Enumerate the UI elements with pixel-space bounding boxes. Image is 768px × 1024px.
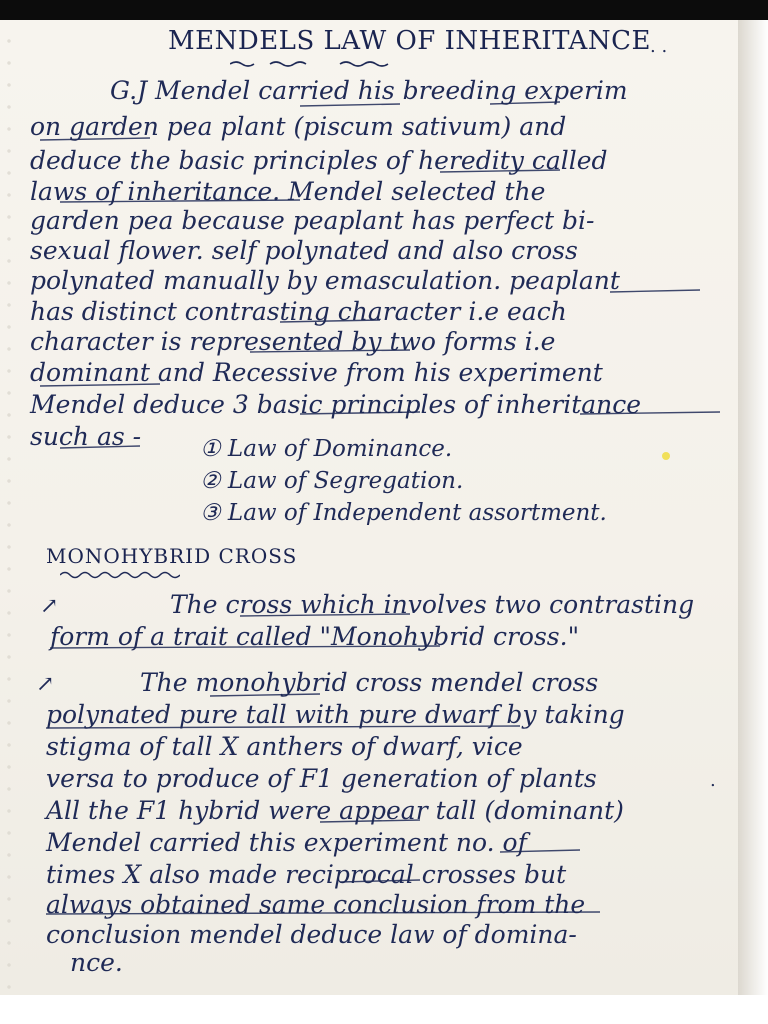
text-line: form of a trait called "Monohybrid cross." <box>50 622 580 651</box>
faint-bleedthrough <box>90 975 390 993</box>
text-line: G.J Mendel carried his breeding experim <box>110 76 628 105</box>
section-heading: MONOHYBRID CROSS <box>46 544 298 568</box>
text-line: garden pea because peaplant has perfect bi- <box>30 206 595 235</box>
text-line: The cross which involves two contrasting <box>170 590 695 619</box>
text-line: deduce the basic principles of heredity called <box>30 146 608 175</box>
text-line: The monohybrid cross mendel cross <box>140 668 599 697</box>
paper-edge-shadow <box>738 20 768 1024</box>
law-item: ② Law of Segregation. <box>200 468 464 494</box>
text-line: laws of inheritance. Mendel selected the <box>30 177 546 206</box>
text-line: character is represented by two forms i.e <box>30 327 556 356</box>
law-item: ① Law of Dominance. <box>200 436 453 462</box>
dot-marks: . <box>710 770 716 791</box>
text-line: such as - <box>30 422 142 451</box>
page-title: MENDELS LAW OF INHERITANCE <box>168 26 651 56</box>
bullet-arrow-icon: ↗ <box>36 672 55 697</box>
text-line: polynated manually by emasculation. peaplant <box>30 266 620 295</box>
text-line: times X also made reciprocal crosses but <box>46 860 567 889</box>
text-line: Mendel deduce 3 basic principles of inheritance <box>30 390 642 419</box>
text-line: polynated pure tall with pure dwarf by taking <box>46 700 625 729</box>
text-line: All the F1 hybrid were appear tall (dominant) <box>46 796 624 825</box>
text-line: conclusion mendel deduce law of domina- <box>46 920 577 949</box>
bullet-arrow-icon: ↗ <box>40 594 59 619</box>
text-line: stigma of tall X anthers of dwarf, vice <box>46 732 523 761</box>
text-line: nce. <box>70 948 123 977</box>
text-line: Mendel carried this experiment no. of <box>46 828 527 857</box>
text-line: on garden pea plant (piscum sativum) and <box>30 112 567 141</box>
text-line: sexual flower. self polynated and also cross <box>30 236 578 265</box>
text-line: versa to produce of F1 generation of plants <box>46 764 597 793</box>
text-line: dominant and Recessive from his experiment <box>30 358 603 387</box>
law-item: ③ Law of Independent assortment. <box>200 500 607 526</box>
dot-marks: . . <box>650 36 668 57</box>
text-line: has distinct contrasting character i.e each <box>30 297 567 326</box>
text-line: always obtained same conclusion from the <box>46 890 586 919</box>
scan-bottom-border <box>0 995 768 1024</box>
